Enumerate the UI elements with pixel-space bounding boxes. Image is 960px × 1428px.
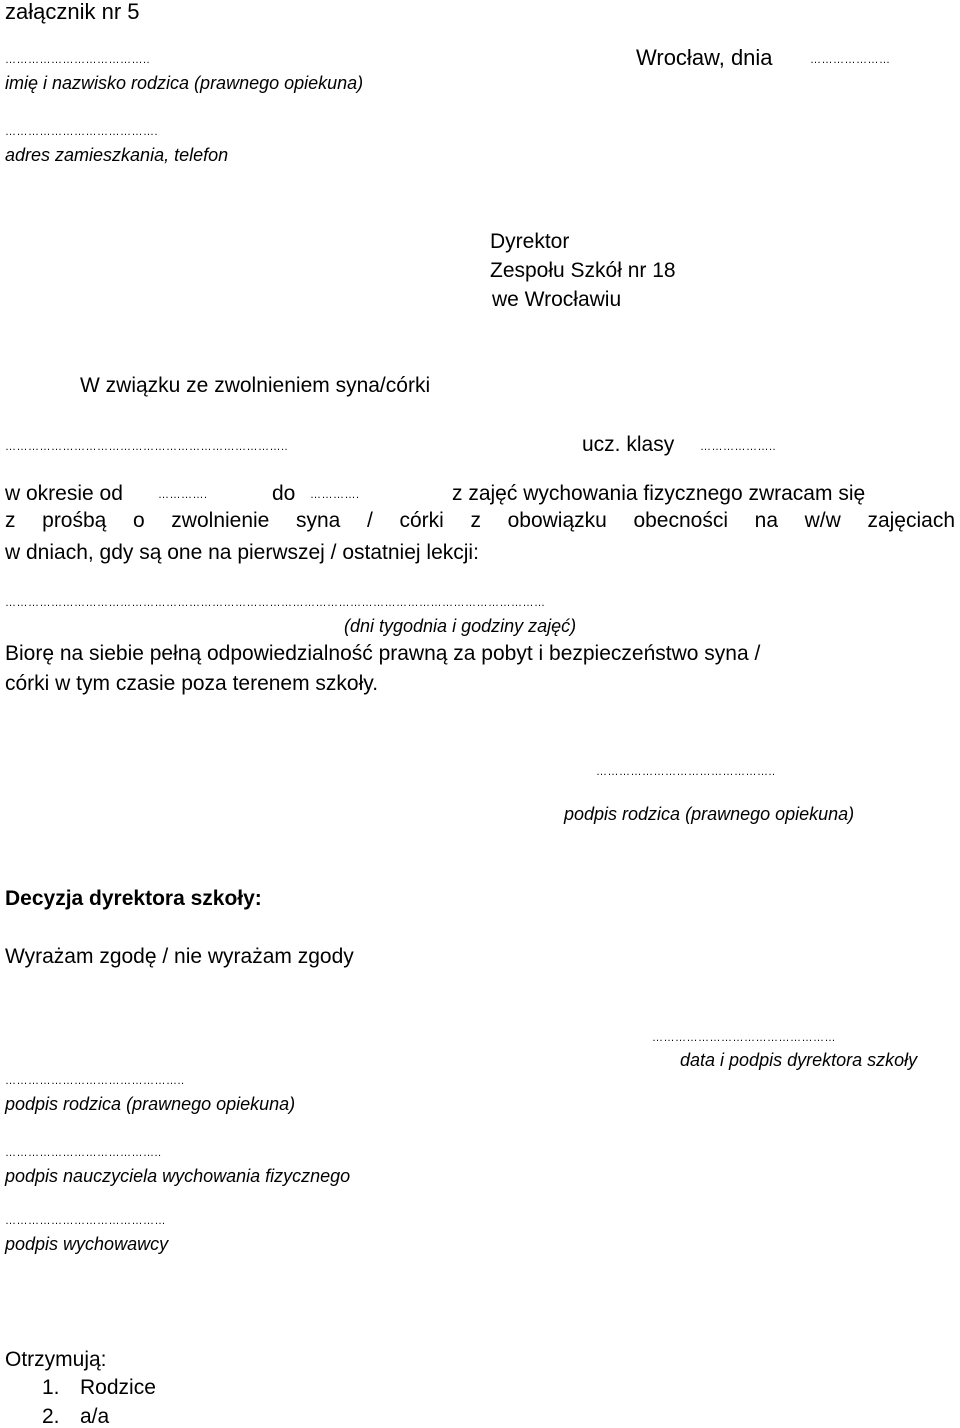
recipients-item-number: 2. <box>42 1405 60 1428</box>
period-from-dots: …………. <box>158 489 208 501</box>
pe-teacher-dots: ………………………………….. <box>5 1147 162 1159</box>
responsibility-line-1: Biorę na siebie pełną odpowiedzialność prawną za pobyt i bezpieczeństwo syna / <box>5 642 761 665</box>
parent-signature-label: podpis rodzica (prawnego opiekuna) <box>564 804 855 824</box>
bottom-parent-label: podpis rodzica (prawnego opiekuna) <box>5 1094 296 1114</box>
responsibility-line-2: córki w tym czasie poza terenem szkoły. <box>5 672 379 695</box>
parent-signature-dots: ……………………………………….. <box>596 766 776 778</box>
recipients-item-text: a/a <box>80 1405 110 1428</box>
days-line: w dniach, gdy są one na pierwszej / ostatniej lekcji: <box>5 541 479 564</box>
class-label: ucz. klasy <box>582 433 675 456</box>
recipients-item-number: 1. <box>42 1376 60 1399</box>
recipients-title: Otrzymują: <box>5 1348 107 1371</box>
address-dots: …………………………………. <box>5 126 159 138</box>
intro-text: W związku ze zwolnieniem syna/córki <box>80 374 431 397</box>
tutor-dots: …………………………………… <box>5 1215 166 1227</box>
decision-title: Decyzja dyrektora szkoły: <box>5 887 262 910</box>
bottom-parent-dots: ……………………………………….. <box>5 1075 185 1087</box>
period-from-label: w okresie od <box>5 482 123 505</box>
period-to-dots: …………. <box>310 489 360 501</box>
student-name-dots: ……………………………………………………………….. <box>5 441 289 453</box>
request-line: z prośbą o zwolnienie syna / córki z obowiązku obecności na w/w zajęciach <box>5 509 955 532</box>
pe-teacher-label: podpis nauczyciela wychowania fizycznego <box>5 1166 351 1186</box>
days-dots: …………………………………………………………………………………………………………………………… <box>5 597 546 609</box>
recipient-line-3: we Wrocławiu <box>492 288 622 311</box>
tutor-label: podpis wychowawcy <box>5 1234 169 1254</box>
director-signature-dots: ………………………………………… <box>652 1032 836 1044</box>
parent-name-dots: ……………………………….. <box>5 54 151 66</box>
recipient-line-2: Zespołu Szkół nr 18 <box>490 259 676 282</box>
address-label: adres zamieszkania, telefon <box>5 145 229 165</box>
recipients-item-text: Rodzice <box>80 1376 156 1399</box>
recipient-line-1: Dyrektor <box>490 230 570 253</box>
attachment-label: załącznik nr 5 <box>5 0 140 24</box>
decision-text: Wyrażam zgodę / nie wyrażam zgody <box>5 945 354 968</box>
days-caption: (dni tygodnia i godziny zajęć) <box>344 616 577 636</box>
parent-name-label: imię i nazwisko rodzica (prawnego opiekuna) <box>5 73 364 93</box>
period-to-label: do <box>272 482 296 505</box>
city-date-dots: ………………… <box>810 54 891 66</box>
director-signature-label: data i podpis dyrektora szkoły <box>680 1050 918 1070</box>
city-date-label: Wrocław, dnia <box>636 45 773 70</box>
period-rest: z zajęć wychowania fizycznego zwracam się <box>452 482 866 505</box>
class-dots: ……………….. <box>700 441 777 453</box>
